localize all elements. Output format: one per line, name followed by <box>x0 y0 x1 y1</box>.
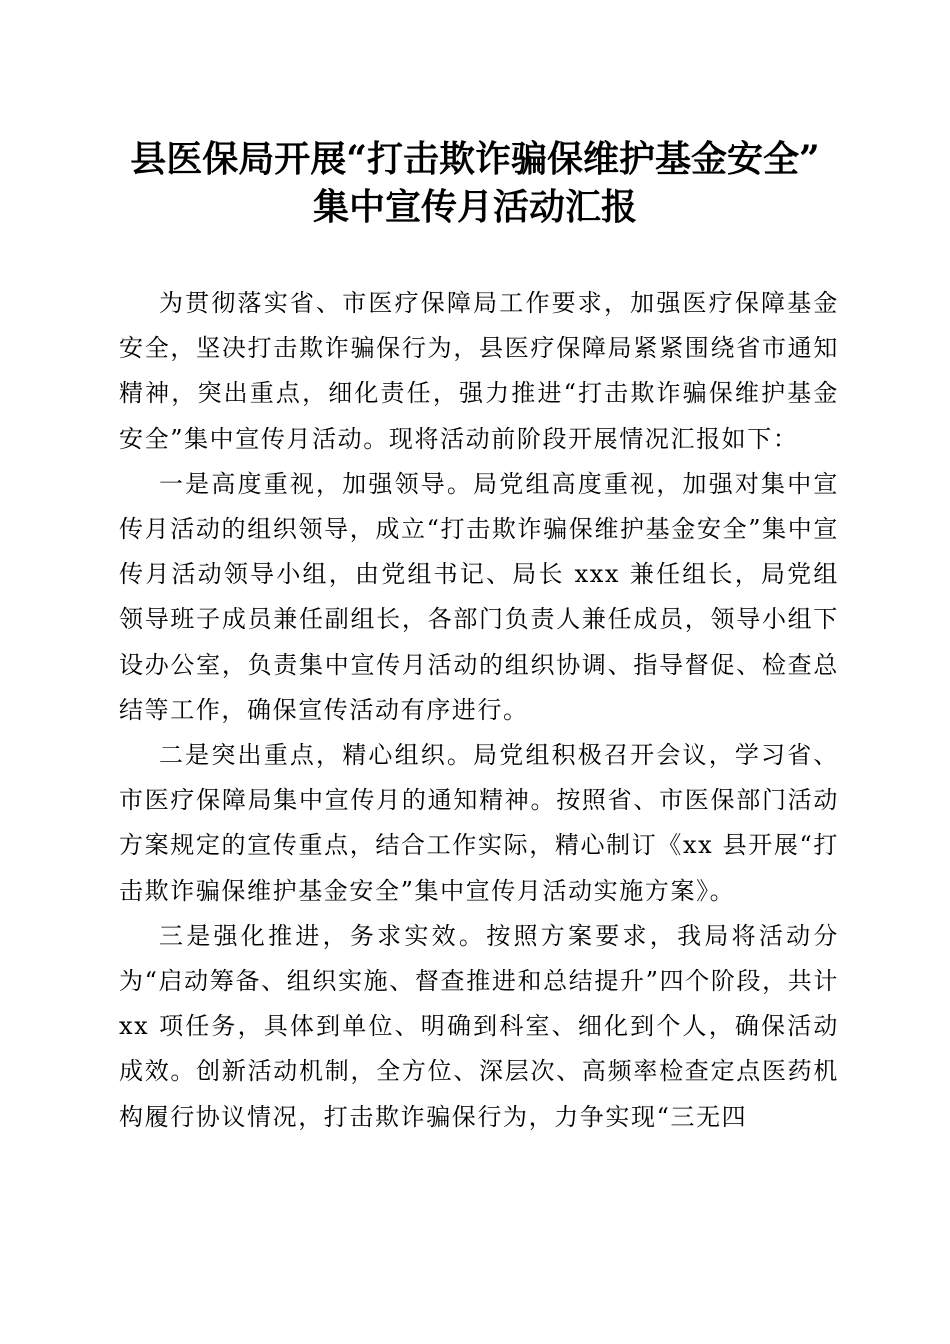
paragraph-point-1 <box>119 462 839 733</box>
paragraph-lead: 二是突出重点，精心组织。 <box>159 741 474 770</box>
paragraph-point-2 <box>119 733 839 914</box>
paragraph-lead: 一是高度重视，加强领导。 <box>159 469 474 498</box>
paragraph-intro <box>119 281 839 462</box>
document-body <box>119 281 839 1140</box>
document-title-line2: 集中宣传月活动汇报 <box>312 186 637 228</box>
paragraph-text: 局党组积极召开会议，学习省、市医疗保障局集中宣传月的通知精神。按照省、市医保部门活动方案规定的宣传重点，结合工作实际，精心制订《xx 县开展“打击欺诈骗保维护基金安全”集中宣传月活动实施方案》。 <box>119 741 839 905</box>
paragraph-lead: 三是强化推进，务求实效。 <box>159 921 487 950</box>
document-title-line1: 县医保局开展“打击欺诈骗保维护基金安全” <box>130 138 820 180</box>
paragraph-text: 为贯彻落实省、市医疗保障局工作要求，加强医疗保障基金安全，坚决打击欺诈骗保行为，县医疗保障局紧紧围绕省市通知精神，突出重点，细化责任，强力推进“打击欺诈骗保维护基金安全”集中宣传月活动。现将活动前阶段开展情况汇报如下： <box>119 289 839 453</box>
paragraph-text: 局党组高度重视，加强对集中宣传月活动的组织领导，成立“打击欺诈骗保维护基金安全”集中宣传月活动领导小组，由党组书记、局长 xxx 兼任组长，局党组领导班子成员兼任副组长，各部门负责人兼任成员，领导小组下设办公室，负责集中宣传月活动的组织协调、指导督促、检查总结等工作，确保宣传活动有序进行。 <box>119 469 839 724</box>
paragraph-text: 按照方案要求，我局将活动分为“启动筹备、组织实施、督查推进和总结提升”四个阶段，共计 xx 项任务，具体到单位、明确到科室、细化到个人，确保活动成效。创新活动机制，全方位、深层次、高频率检查定点医药机构履行协议情况，打击欺诈骗保行为，力争实现“三无四 <box>119 921 839 1131</box>
paragraph-point-3 <box>119 914 839 1140</box>
